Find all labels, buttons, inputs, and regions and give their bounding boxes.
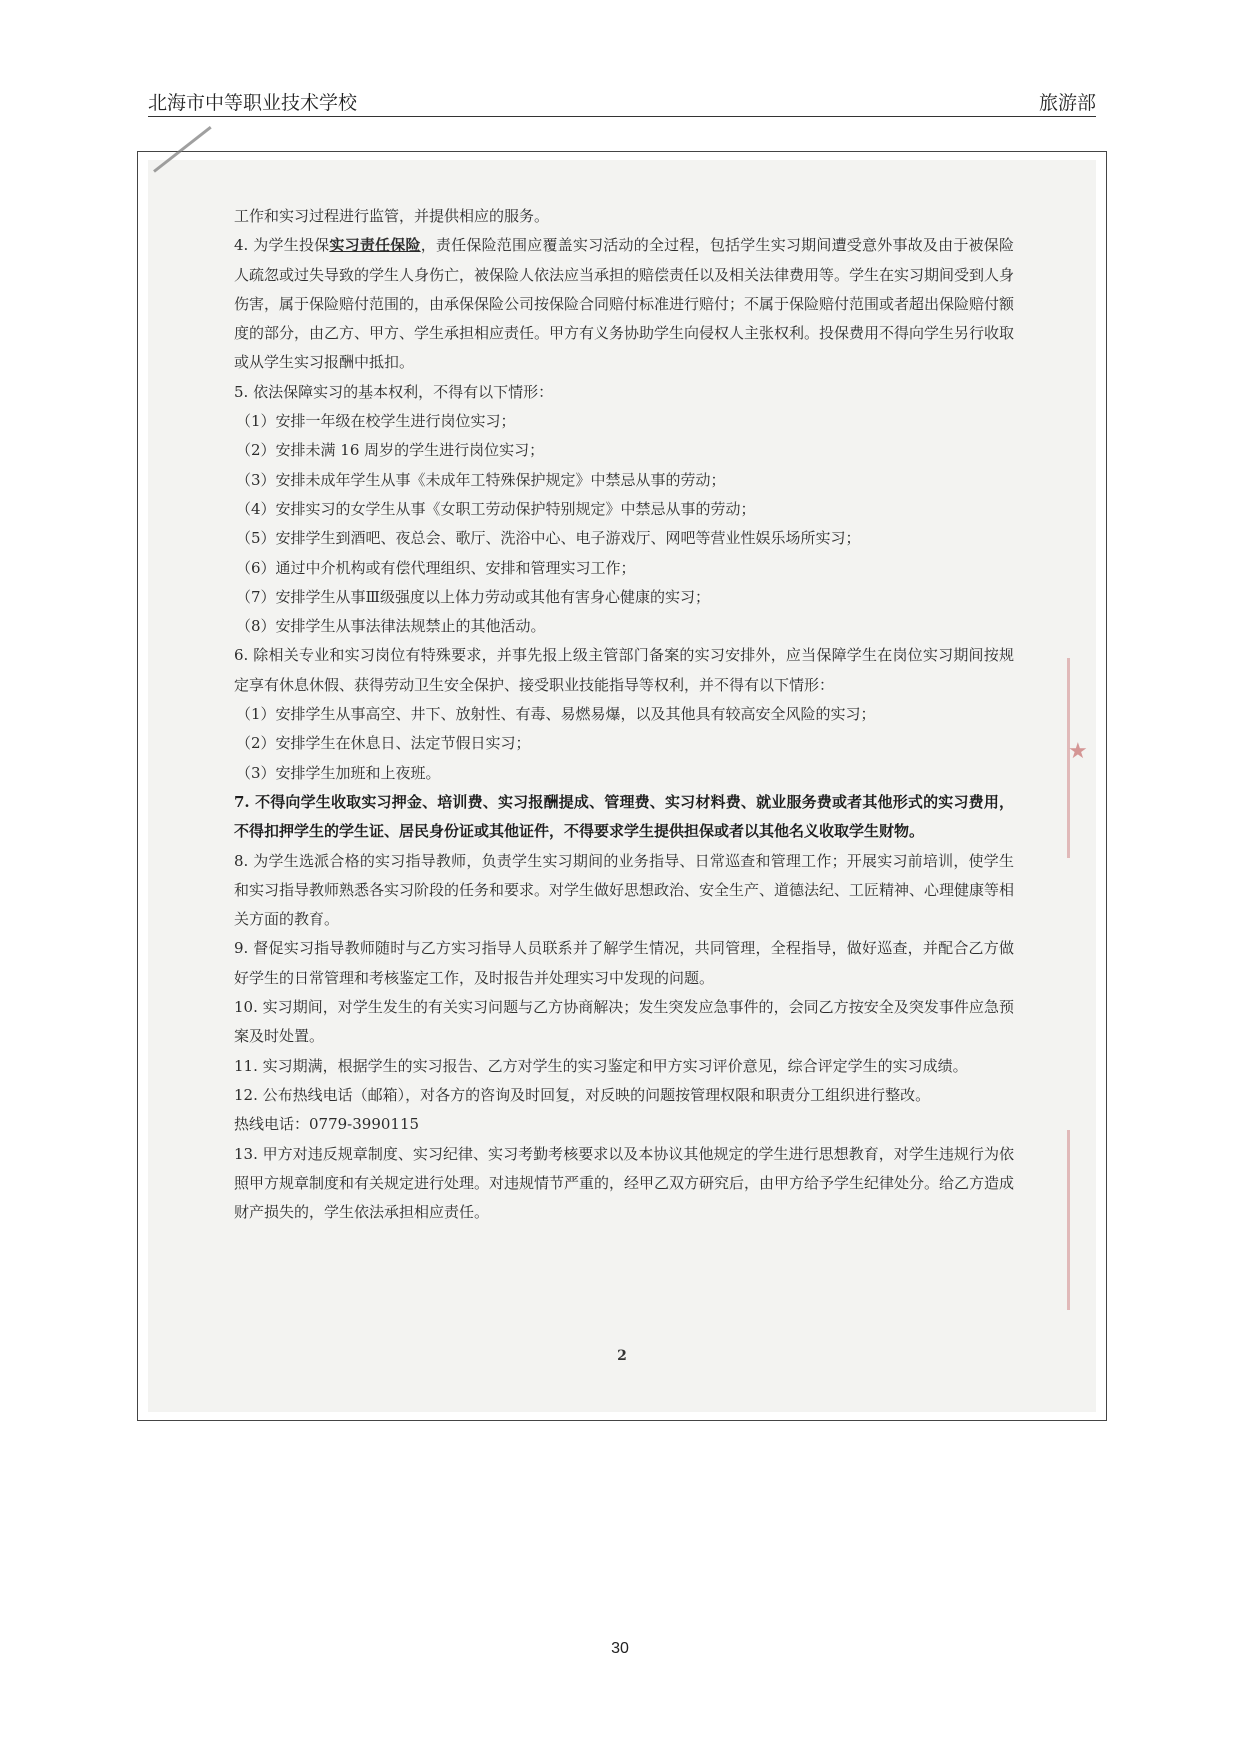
department-name: 旅游部 — [1038, 92, 1096, 114]
scan-corner-mark — [153, 126, 212, 173]
clause-9: 9. 督促实习指导教师随时与乙方实习指导人员联系并了解学生情况，共同管理，全程指导，做好巡查，并配合乙方做好学生的日常管理和考核鉴定工作，及时报告并处理实习中发现的问题。 — [234, 939, 1014, 987]
clause-4: 4. 为学生投保实习责任保险，责任保险范围应覆盖实习活动的全过程，包括学生实习期间遭受意外事故及由于被保险人疏忽或过失导致的学生人身伤亡，被保险人依法应当承担的赔偿责任以及相关法律费用等。学生在实习期间受到人身伤害，属于保险赔付范围的，由承保保险公司按保险合同赔付标准进行赔付；不属于保险赔付范围或者超出保险赔付额度的部分，由乙方、甲方、学生承担相应责任。甲方有义务协助学生向侵权人主张权利。投保费用不得向学生另行收取或从学生实习报酬中抵扣。 — [234, 236, 1015, 372]
seal-star-icon: ★ — [1068, 739, 1088, 764]
school-name: 北海市中等职业技术学校 — [148, 92, 358, 114]
clause-5-item-6: （6）通过中介机构或有偿代理组织、安排和管理实习工作； — [236, 558, 636, 577]
clause-6-item-3: （3）安排学生加班和上夜班。 — [236, 763, 441, 782]
seal-mark — [1067, 1130, 1096, 1310]
clause-5-item-8: （8）安排学生从事法律法规禁止的其他活动。 — [236, 617, 546, 636]
clause-8: 8. 为学生选派合格的实习指导教师，负责学生实习期间的业务指导、日常巡查和管理工作；开展实习前培训，使学生和实习指导教师熟悉各实习阶段的任务和要求。对学生做好思想政治、安全生产、道德法纪、工匠精神、心理健康等相关方面的教育。 — [234, 851, 1015, 929]
page-header — [148, 86, 1096, 117]
page-number: 30 — [611, 1640, 629, 1657]
clause-6-item-1: （1）安排学生从事高空、井下、放射性、有毒、易燃易爆，以及其他具有较高安全风险的实习； — [236, 705, 876, 724]
clause-7: 7. 不得向学生收取实习押金、培训费、实习报酬提成、管理费、实习材料费、就业服务费或者其他形式的实习费用，不得扣押学生的学生证、居民身份证或其他证件，不得要求学生提供担保或者以其他名义收取学生财物。 — [234, 792, 1014, 841]
insurance-term: 实习责任保险 — [329, 236, 421, 255]
clause-13: 13. 甲方对违反规章制度、实习纪律、实习考勤考核要求以及本协议其他规定的学生进行思想教育，对学生违规行为依照甲方规章制度和有关规定进行处理。对违规情节严重的，经甲乙双方研究后，由甲方给予学生纪律处分。给乙方造成财产损失的，学生依法承担相应责任。 — [234, 1144, 1015, 1222]
scanned-paper — [148, 160, 1096, 1412]
scanned-document-frame — [137, 151, 1107, 1421]
clause-6: 6. 除相关专业和实习岗位有特殊要求，并事先报上级主管部门备案的实习安排外，应当保障学生在岗位实习期间按规定享有休息休假、获得劳动卫生安全保护、接受职业技能指导等权利，并不得有以下情形： — [234, 646, 1014, 694]
clause-5-item-2: （2）安排未满 16 周岁的学生进行岗位实习； — [236, 441, 545, 460]
clause-5-item-3: （3）安排未成年学生从事《未成年工特殊保护规定》中禁忌从事的劳动； — [236, 470, 726, 489]
clause-6-item-2: （2）安排学生在休息日、法定节假日实习； — [236, 734, 531, 753]
clause-5-item-1: （1）安排一年级在校学生进行岗位实习； — [236, 412, 516, 431]
clause-5-item-4: （4）安排实习的女学生从事《女职工劳动保护特别规定》中禁忌从事的劳动； — [236, 499, 756, 518]
clause-5-item-7: （7）安排学生从事Ⅲ级强度以上体力劳动或其他有害身心健康的实习； — [236, 587, 711, 606]
clause-5: 5. 依法保障实习的基本权利，不得有以下情形： — [234, 382, 554, 401]
scanned-page-number: 2 — [617, 1348, 627, 1364]
hotline: 热线电话：0779-3990115 — [234, 1115, 420, 1134]
scanned-text-body — [234, 202, 1014, 1227]
clause-10: 10. 实习期间，对学生发生的有关实习问题与乙方协商解决；发生突发应急事件的，会同乙方按安全及突发事件应急预案及时处置。 — [234, 998, 1014, 1046]
clause-5-item-5: （5）安排学生到酒吧、夜总会、歌厅、洗浴中心、电子游戏厅、网吧等营业性娱乐场所实习； — [236, 529, 861, 548]
text-line: 工作和实习过程进行监管，并提供相应的服务。 — [234, 207, 550, 225]
clause-11: 11. 实习期满，根据学生的实习报告、乙方对学生的实习鉴定和甲方实习评价意见，综合评定学生的实习成绩。 — [234, 1056, 968, 1075]
clause-12: 12. 公布热线电话（邮箱），对各方的咨询及时回复，对反映的问题按管理权限和职责分工组织进行整改。 — [234, 1085, 931, 1104]
